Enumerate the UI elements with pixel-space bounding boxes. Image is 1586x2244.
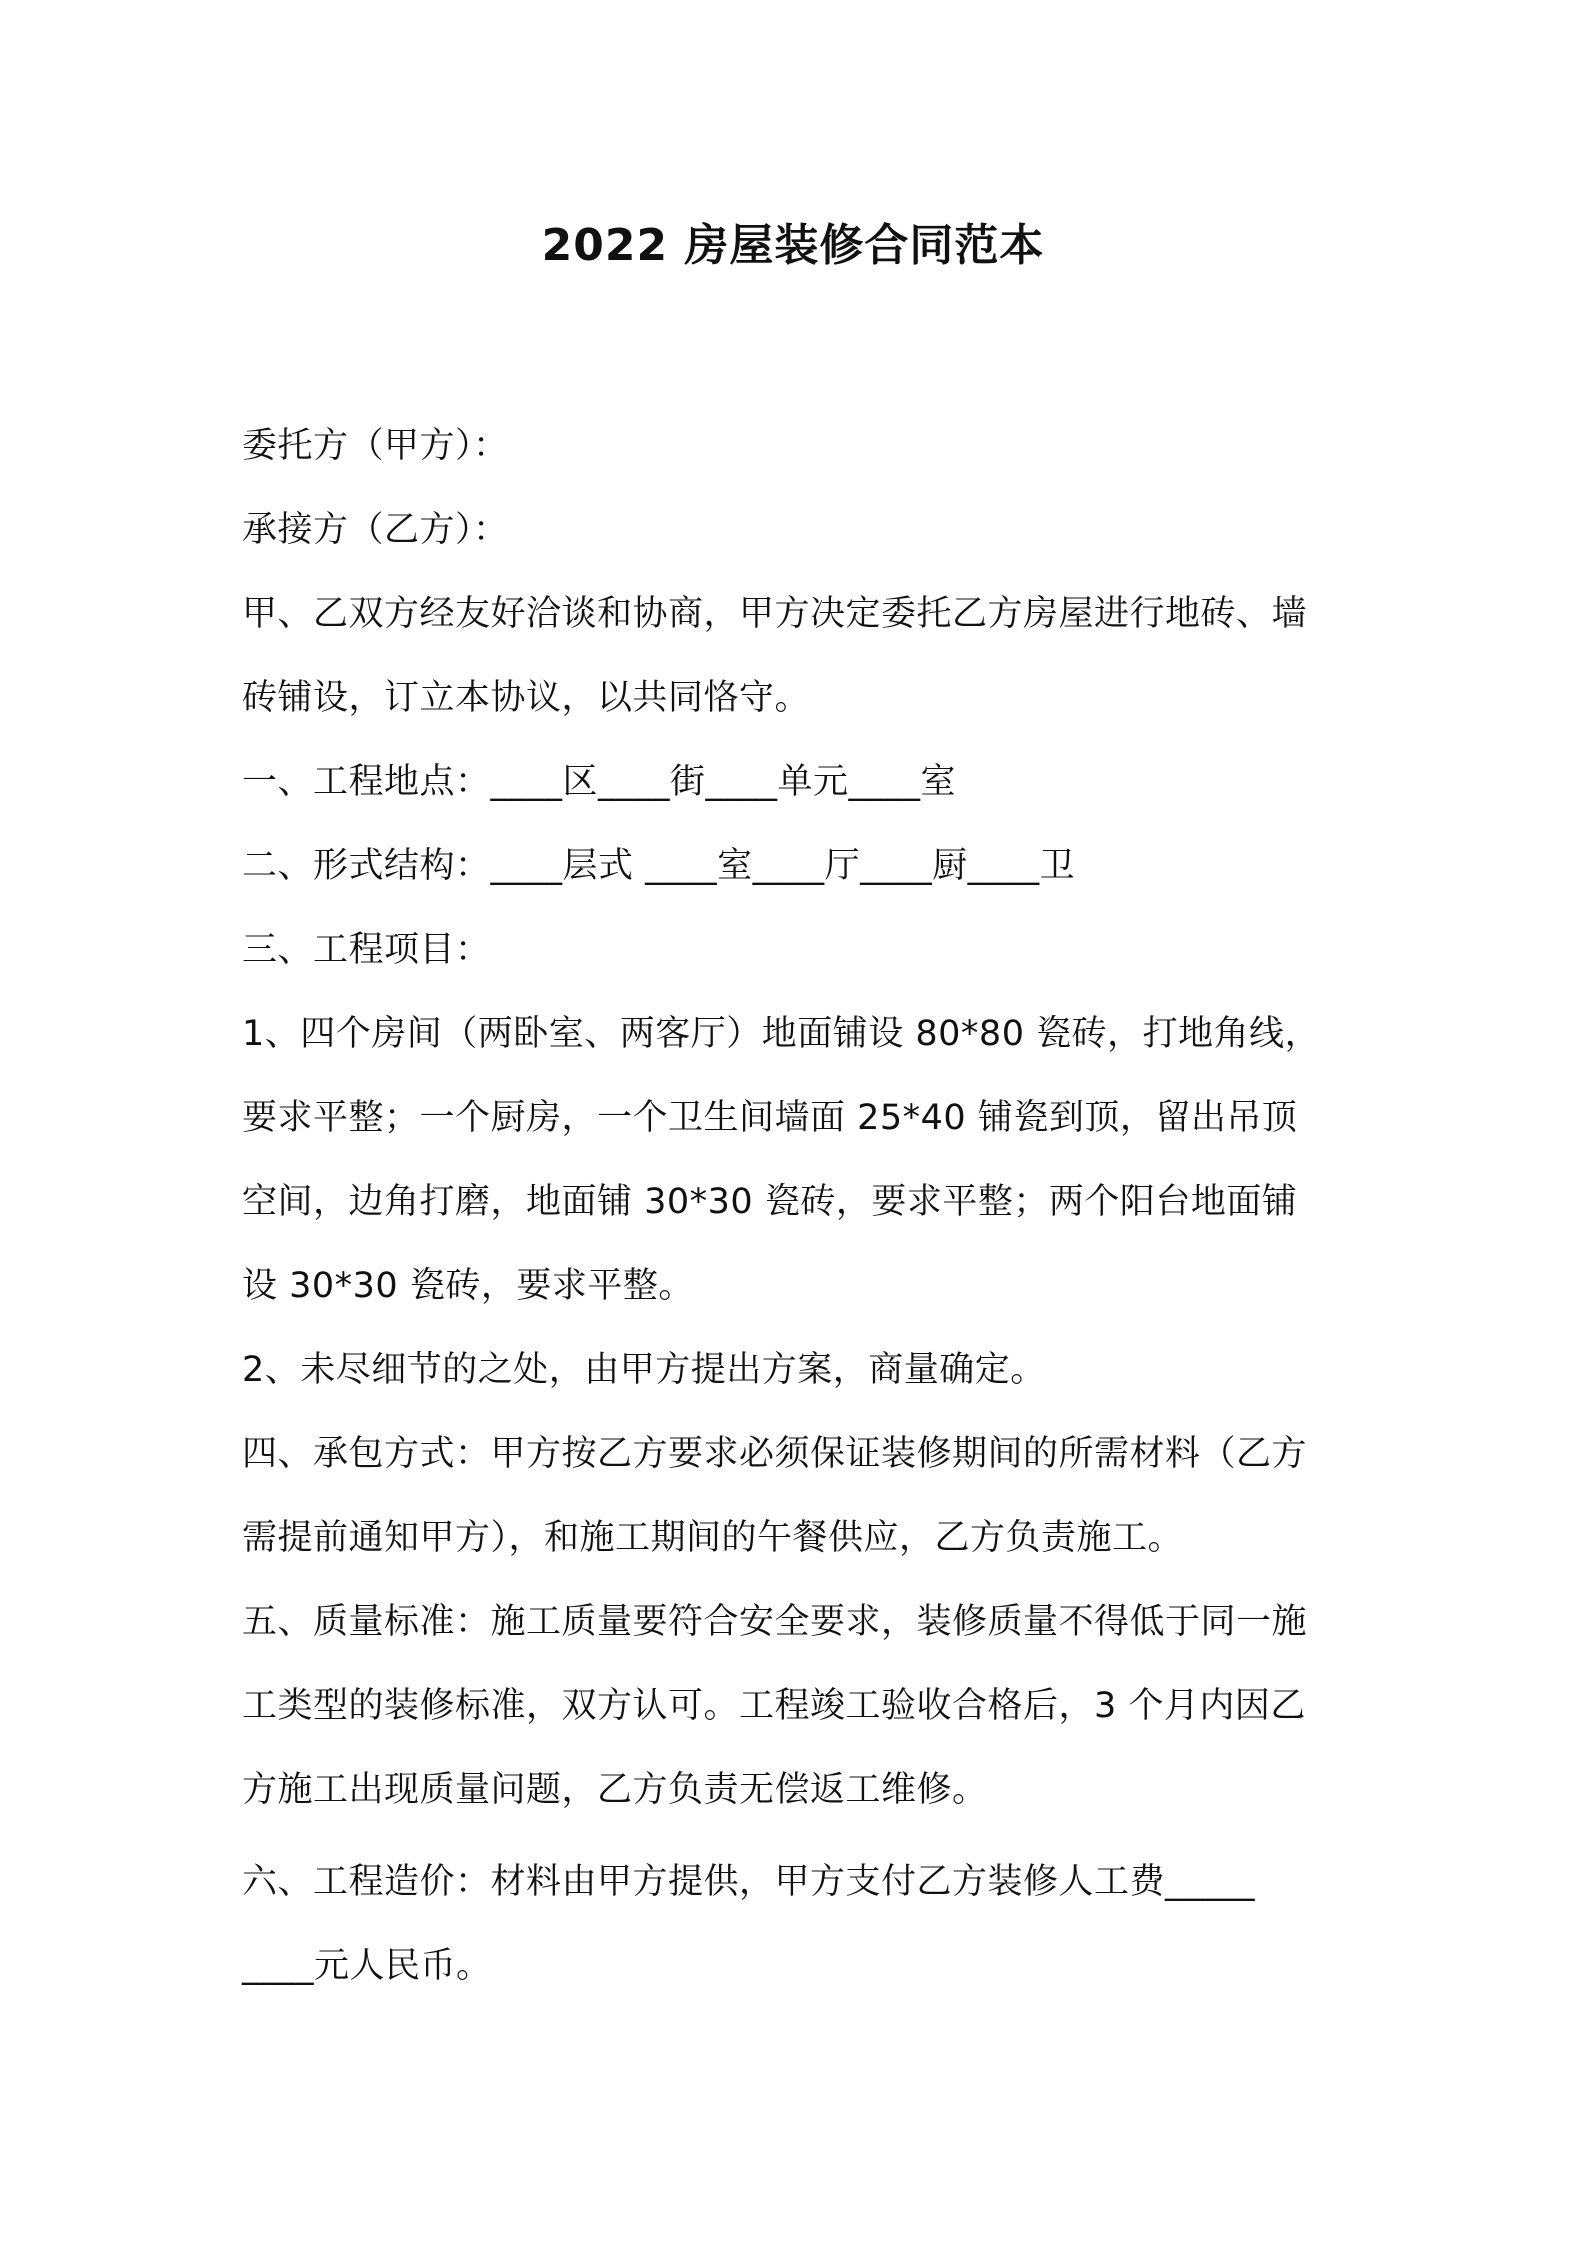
- document-title: 2022 房屋装修合同范本: [541, 220, 1045, 271]
- clause-1-location: 一、工程地点：____区____街____单元____室: [242, 762, 957, 802]
- clause-2-structure: 二、形式结构：____层式 ____室____厅____厨____卫: [242, 846, 1076, 886]
- clause-5-line-2: 工类型的装修标准，双方认可。工程竣工验收合格后，3 个月内因乙: [242, 1686, 1306, 1726]
- clause-5-line-1: 五、质量标准：施工质量要符合安全要求，装修质量不得低于同一施: [242, 1602, 1308, 1642]
- clause-6-line-2: ____元人民币。: [242, 1946, 492, 1986]
- document-body: [242, 404, 1362, 2008]
- clause-3-item-1-line-4: 设 30*30 瓷砖，要求平整。: [242, 1266, 694, 1306]
- clause-3-heading: 三、工程项目：: [242, 930, 491, 970]
- clause-3-item-1-line-1: 1、四个房间（两卧室、两客厅）地面铺设 80*80 瓷砖，打地角线，: [242, 1014, 1321, 1054]
- clause-3-item-1-line-3: 空间，边角打磨，地面铺 30*30 瓷砖，要求平整；两个阳台地面铺: [242, 1182, 1298, 1222]
- party-a-line: 委托方（甲方）：: [242, 426, 509, 466]
- clause-3-item-1-line-2: 要求平整；一个厨房，一个卫生间墙面 25*40 铺瓷到顶，留出吊顶: [242, 1098, 1298, 1138]
- clause-6-line-1: 六、工程造价：材料由甲方提供，甲方支付乙方装修人工费_____: [242, 1862, 1256, 1902]
- intro-line-1: 甲、乙双方经友好洽谈和协商，甲方决定委托乙方房屋进行地砖、墙: [242, 594, 1308, 634]
- clause-4-line-1: 四、承包方式：甲方按乙方要求必须保证装修期间的所需材料（乙方: [242, 1434, 1308, 1474]
- party-b-line: 承接方（乙方）：: [242, 510, 509, 550]
- clause-4-line-2: 需提前通知甲方），和施工期间的午餐供应，乙方负责施工。: [242, 1518, 1184, 1558]
- clause-3-item-2: 2、未尽细节的之处，由甲方提出方案，商量确定。: [242, 1350, 1046, 1390]
- intro-line-2: 砖铺设，订立本协议，以共同恪守。: [242, 678, 811, 718]
- clause-5-line-3: 方施工出现质量问题，乙方负责无偿返工维修。: [242, 1770, 988, 1810]
